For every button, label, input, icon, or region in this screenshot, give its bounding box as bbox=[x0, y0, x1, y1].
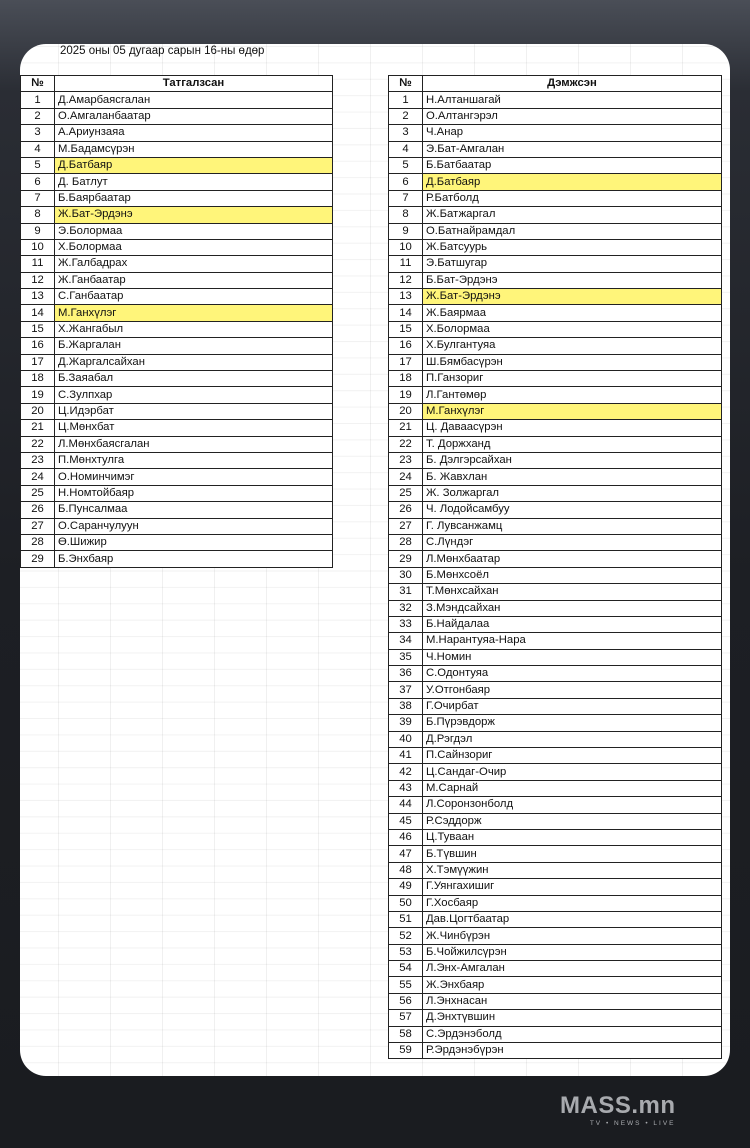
row-number-cell: 24 bbox=[21, 469, 55, 485]
member-name-cell: П.Мөнхтулга bbox=[55, 452, 333, 468]
row-number-cell: 29 bbox=[21, 551, 55, 567]
document-date: 2025 оны 05 дугаар сарын 16-ны өдөр bbox=[60, 45, 265, 57]
member-name-cell: У.Отгонбаяр bbox=[423, 682, 722, 698]
table-row bbox=[389, 633, 722, 649]
row-number-cell: 16 bbox=[21, 338, 55, 354]
member-name-cell: Х.Болормаа bbox=[423, 321, 722, 337]
table-row bbox=[389, 141, 722, 157]
member-name-cell: Д.Батбаяр bbox=[55, 157, 333, 173]
table-row bbox=[389, 879, 722, 895]
table-row bbox=[21, 239, 333, 255]
row-number-cell: 17 bbox=[21, 354, 55, 370]
table-row bbox=[389, 961, 722, 977]
member-name-cell: Б.Пүрэвдорж bbox=[423, 715, 722, 731]
row-number-cell: 2 bbox=[389, 108, 423, 124]
row-number-cell: 5 bbox=[21, 157, 55, 173]
rejected-table bbox=[20, 75, 333, 568]
table-row bbox=[389, 895, 722, 911]
table-row bbox=[21, 174, 333, 190]
table-row bbox=[389, 108, 722, 124]
table-row bbox=[389, 682, 722, 698]
table-row bbox=[389, 862, 722, 878]
member-name-cell: Б.Энхбаяр bbox=[55, 551, 333, 567]
row-number-cell: 19 bbox=[21, 387, 55, 403]
table-row bbox=[21, 207, 333, 223]
row-number-cell: 45 bbox=[389, 813, 423, 829]
member-name-cell: Ц.Туваан bbox=[423, 829, 722, 845]
table-row bbox=[389, 485, 722, 501]
member-name-cell: Д.Батбаяр bbox=[423, 174, 722, 190]
supported-table bbox=[388, 75, 722, 1059]
row-number-cell: 43 bbox=[389, 780, 423, 796]
member-name-cell: С.Лүндэг bbox=[423, 534, 722, 550]
member-name-cell: Р.Эрдэнэбүрэн bbox=[423, 1043, 722, 1059]
row-number-cell: 30 bbox=[389, 567, 423, 583]
row-number-cell: 53 bbox=[389, 944, 423, 960]
row-number-cell: 1 bbox=[21, 92, 55, 108]
member-name-cell: Г.Уянгахишиг bbox=[423, 879, 722, 895]
table-row bbox=[389, 797, 722, 813]
row-number-cell: 35 bbox=[389, 649, 423, 665]
row-number-cell: 28 bbox=[21, 534, 55, 550]
member-name-cell: Ж.Чинбүрэн bbox=[423, 928, 722, 944]
supported-column-header: Дэмжсэн bbox=[423, 76, 722, 92]
row-number-cell: 3 bbox=[21, 125, 55, 141]
row-number-cell: 22 bbox=[389, 436, 423, 452]
row-number-cell: 7 bbox=[389, 190, 423, 206]
member-name-cell: Ж.Баярмаа bbox=[423, 305, 722, 321]
row-number-cell: 13 bbox=[389, 289, 423, 305]
table-row bbox=[389, 698, 722, 714]
member-name-cell: Ц. Даваасүрэн bbox=[423, 420, 722, 436]
member-name-cell: Б.Жаргалан bbox=[55, 338, 333, 354]
table-row bbox=[389, 829, 722, 845]
table-row bbox=[389, 518, 722, 534]
row-number-cell: 37 bbox=[389, 682, 423, 698]
member-name-cell: П.Сайнзориг bbox=[423, 748, 722, 764]
table-row bbox=[21, 223, 333, 239]
table-row bbox=[389, 502, 722, 518]
row-number-cell: 11 bbox=[389, 256, 423, 272]
watermark-tagline: TV • NEWS • LIVE bbox=[589, 1120, 676, 1127]
row-number-cell: 20 bbox=[389, 403, 423, 419]
table-row bbox=[389, 469, 722, 485]
table-row bbox=[389, 928, 722, 944]
row-number-cell: 8 bbox=[21, 207, 55, 223]
row-number-cell: 18 bbox=[21, 371, 55, 387]
member-name-cell: Э.Болормаа bbox=[55, 223, 333, 239]
row-number-cell: 16 bbox=[389, 338, 423, 354]
table-row bbox=[21, 485, 333, 501]
member-name-cell: Л.Мөнхбаатар bbox=[423, 551, 722, 567]
member-name-cell: Ц.Сандаг-Очир bbox=[423, 764, 722, 780]
row-number-cell: 6 bbox=[389, 174, 423, 190]
row-number-cell: 51 bbox=[389, 911, 423, 927]
row-number-cell: 27 bbox=[389, 518, 423, 534]
member-name-cell: Дав.Цогтбаатар bbox=[423, 911, 722, 927]
member-name-cell: П.Ганзориг bbox=[423, 371, 722, 387]
member-name-cell: Т.Мөнхсайхан bbox=[423, 584, 722, 600]
table-row bbox=[21, 305, 333, 321]
table-row bbox=[389, 715, 722, 731]
table-row bbox=[21, 92, 333, 108]
table-row bbox=[21, 354, 333, 370]
member-name-cell: Н.Алтаншагай bbox=[423, 92, 722, 108]
table-row bbox=[389, 666, 722, 682]
member-name-cell: Б. Жавхлан bbox=[423, 469, 722, 485]
member-name-cell: С.Зулпхар bbox=[55, 387, 333, 403]
table-row bbox=[21, 190, 333, 206]
member-name-cell: М.Ганхүлэг bbox=[423, 403, 722, 419]
table-row bbox=[389, 174, 722, 190]
member-name-cell: Ч.Анар bbox=[423, 125, 722, 141]
table-row bbox=[21, 452, 333, 468]
table-row bbox=[21, 321, 333, 337]
member-name-cell: Д. Батлут bbox=[55, 174, 333, 190]
table-row bbox=[21, 403, 333, 419]
table-row bbox=[21, 518, 333, 534]
member-name-cell: Б.Пунсалмаа bbox=[55, 502, 333, 518]
member-name-cell: Г. Лувсанжамц bbox=[423, 518, 722, 534]
table-row bbox=[389, 272, 722, 288]
number-column-header: № bbox=[21, 76, 55, 92]
row-number-cell: 42 bbox=[389, 764, 423, 780]
row-number-cell: 4 bbox=[389, 141, 423, 157]
member-name-cell: Ж.Батжаргал bbox=[423, 207, 722, 223]
row-number-cell: 39 bbox=[389, 715, 423, 731]
member-name-cell: М.Нарантуяа-Нара bbox=[423, 633, 722, 649]
table-row bbox=[21, 256, 333, 272]
member-name-cell: О.Номинчимэг bbox=[55, 469, 333, 485]
member-name-cell: Г.Хосбаяр bbox=[423, 895, 722, 911]
member-name-cell: Ч.Номин bbox=[423, 649, 722, 665]
member-name-cell: Ж.Бат-Эрдэнэ bbox=[55, 207, 333, 223]
table-row bbox=[389, 157, 722, 173]
row-number-cell: 21 bbox=[389, 420, 423, 436]
member-name-cell: Р.Батболд bbox=[423, 190, 722, 206]
table-row bbox=[21, 289, 333, 305]
member-name-cell: Л.Гантөмөр bbox=[423, 387, 722, 403]
member-name-cell: Б.Найдалаа bbox=[423, 616, 722, 632]
table-row bbox=[389, 1010, 722, 1026]
member-name-cell: Д.Жаргалсайхан bbox=[55, 354, 333, 370]
row-number-cell: 5 bbox=[389, 157, 423, 173]
row-number-cell: 10 bbox=[389, 239, 423, 255]
row-number-cell: 58 bbox=[389, 1026, 423, 1042]
row-number-cell: 32 bbox=[389, 600, 423, 616]
row-number-cell: 6 bbox=[21, 174, 55, 190]
row-number-cell: 23 bbox=[389, 452, 423, 468]
row-number-cell: 33 bbox=[389, 616, 423, 632]
table-row bbox=[389, 338, 722, 354]
row-number-cell: 22 bbox=[21, 436, 55, 452]
table-row bbox=[21, 338, 333, 354]
row-number-cell: 9 bbox=[21, 223, 55, 239]
row-number-cell: 24 bbox=[389, 469, 423, 485]
member-name-cell: О.Амгаланбаатар bbox=[55, 108, 333, 124]
member-name-cell: Б.Бат-Эрдэнэ bbox=[423, 272, 722, 288]
member-name-cell: Б.Түвшин bbox=[423, 846, 722, 862]
member-name-cell: С.Ганбаатар bbox=[55, 289, 333, 305]
member-name-cell: Ж.Энхбаяр bbox=[423, 977, 722, 993]
member-name-cell: Ж.Батсуурь bbox=[423, 239, 722, 255]
row-number-cell: 49 bbox=[389, 879, 423, 895]
row-number-cell: 55 bbox=[389, 977, 423, 993]
rejected-table-body bbox=[21, 92, 333, 567]
row-number-cell: 11 bbox=[21, 256, 55, 272]
member-name-cell: О.Алтангэрэл bbox=[423, 108, 722, 124]
member-name-cell: Т. Доржханд bbox=[423, 436, 722, 452]
row-number-cell: 47 bbox=[389, 846, 423, 862]
row-number-cell: 54 bbox=[389, 961, 423, 977]
table-row bbox=[389, 420, 722, 436]
member-name-cell: Л.Энх-Амгалан bbox=[423, 961, 722, 977]
member-name-cell: Ж. Золжаргал bbox=[423, 485, 722, 501]
member-name-cell: Б.Баярбаатар bbox=[55, 190, 333, 206]
table-row bbox=[389, 649, 722, 665]
member-name-cell: Л.Энхнасан bbox=[423, 993, 722, 1009]
row-number-cell: 21 bbox=[21, 420, 55, 436]
table-row bbox=[389, 1026, 722, 1042]
table-row bbox=[389, 305, 722, 321]
table-row bbox=[21, 157, 333, 173]
member-name-cell: А.Ариунзаяа bbox=[55, 125, 333, 141]
member-name-cell: Э.Батшугар bbox=[423, 256, 722, 272]
row-number-cell: 46 bbox=[389, 829, 423, 845]
rejected-column-header: Татгалзсан bbox=[55, 76, 333, 92]
row-number-cell: 19 bbox=[389, 387, 423, 403]
row-number-cell: 4 bbox=[21, 141, 55, 157]
member-name-cell: С.Эрдэнэболд bbox=[423, 1026, 722, 1042]
table-row bbox=[21, 469, 333, 485]
member-name-cell: Ж.Ганбаатар bbox=[55, 272, 333, 288]
row-number-cell: 2 bbox=[21, 108, 55, 124]
table-row bbox=[389, 977, 722, 993]
member-name-cell: Ж.Бат-Эрдэнэ bbox=[423, 289, 722, 305]
row-number-cell: 44 bbox=[389, 797, 423, 813]
table-row bbox=[389, 452, 722, 468]
row-number-cell: 40 bbox=[389, 731, 423, 747]
row-number-cell: 41 bbox=[389, 748, 423, 764]
row-number-cell: 14 bbox=[389, 305, 423, 321]
table-header-row bbox=[389, 76, 722, 92]
supported-table-body bbox=[389, 92, 722, 1059]
member-name-cell: Б.Батбаатар bbox=[423, 157, 722, 173]
member-name-cell: Ч. Лодойсамбуу bbox=[423, 502, 722, 518]
mass-mn-watermark bbox=[560, 1094, 676, 1127]
table-row bbox=[389, 289, 722, 305]
table-row bbox=[389, 92, 722, 108]
member-name-cell: Г.Очирбат bbox=[423, 698, 722, 714]
member-name-cell: Х.Булгантуяа bbox=[423, 338, 722, 354]
table-row bbox=[21, 502, 333, 518]
watermark-logo-text: MASS.mn bbox=[560, 1092, 676, 1119]
table-row bbox=[389, 731, 722, 747]
member-name-cell: Р.Сэддорж bbox=[423, 813, 722, 829]
member-name-cell: Л.Мөнхбаясгалан bbox=[55, 436, 333, 452]
table-row bbox=[389, 223, 722, 239]
table-row bbox=[21, 125, 333, 141]
table-row bbox=[389, 534, 722, 550]
table-row bbox=[389, 239, 722, 255]
table-row bbox=[21, 420, 333, 436]
row-number-cell: 15 bbox=[389, 321, 423, 337]
table-row bbox=[389, 911, 722, 927]
member-name-cell: М.Сарнай bbox=[423, 780, 722, 796]
row-number-cell: 10 bbox=[21, 239, 55, 255]
row-number-cell: 7 bbox=[21, 190, 55, 206]
table-row bbox=[389, 371, 722, 387]
row-number-cell: 18 bbox=[389, 371, 423, 387]
member-name-cell: О.Батнайрамдал bbox=[423, 223, 722, 239]
row-number-cell: 17 bbox=[389, 354, 423, 370]
member-name-cell: С.Одонтуяа bbox=[423, 666, 722, 682]
table-row bbox=[389, 256, 722, 272]
member-name-cell: Ц.Идэрбат bbox=[55, 403, 333, 419]
table-row bbox=[389, 748, 722, 764]
row-number-cell: 25 bbox=[21, 485, 55, 501]
member-name-cell: Ө.Шижир bbox=[55, 534, 333, 550]
table-row bbox=[21, 108, 333, 124]
member-name-cell: З.Мэндсайхан bbox=[423, 600, 722, 616]
table-row bbox=[21, 371, 333, 387]
table-row bbox=[389, 354, 722, 370]
row-number-cell: 50 bbox=[389, 895, 423, 911]
table-row bbox=[389, 846, 722, 862]
row-number-cell: 31 bbox=[389, 584, 423, 600]
row-number-cell: 34 bbox=[389, 633, 423, 649]
table-row bbox=[389, 780, 722, 796]
row-number-cell: 9 bbox=[389, 223, 423, 239]
row-number-cell: 26 bbox=[21, 502, 55, 518]
table-row bbox=[389, 190, 722, 206]
member-name-cell: Х.Болормаа bbox=[55, 239, 333, 255]
table-row bbox=[21, 551, 333, 567]
row-number-cell: 3 bbox=[389, 125, 423, 141]
table-row bbox=[389, 567, 722, 583]
table-row bbox=[389, 551, 722, 567]
table-row bbox=[389, 993, 722, 1009]
member-name-cell: Б.Мөнхсоёл bbox=[423, 567, 722, 583]
table-row bbox=[21, 141, 333, 157]
number-column-header: № bbox=[389, 76, 423, 92]
table-row bbox=[389, 584, 722, 600]
row-number-cell: 28 bbox=[389, 534, 423, 550]
table-row bbox=[389, 600, 722, 616]
row-number-cell: 12 bbox=[389, 272, 423, 288]
member-name-cell: Ж.Галбадрах bbox=[55, 256, 333, 272]
table-header-row bbox=[21, 76, 333, 92]
member-name-cell: Д.Энхтүвшин bbox=[423, 1010, 722, 1026]
table-row bbox=[389, 813, 722, 829]
member-name-cell: Б.Заяабал bbox=[55, 371, 333, 387]
row-number-cell: 56 bbox=[389, 993, 423, 1009]
table-row bbox=[21, 534, 333, 550]
row-number-cell: 25 bbox=[389, 485, 423, 501]
table-row bbox=[389, 387, 722, 403]
member-name-cell: Д.Амарбаясгалан bbox=[55, 92, 333, 108]
row-number-cell: 48 bbox=[389, 862, 423, 878]
table-row bbox=[21, 387, 333, 403]
member-name-cell: Х.Тэмүүжин bbox=[423, 862, 722, 878]
row-number-cell: 12 bbox=[21, 272, 55, 288]
member-name-cell: О.Саранчулуун bbox=[55, 518, 333, 534]
table-row bbox=[389, 207, 722, 223]
member-name-cell: Ц.Мөнхбат bbox=[55, 420, 333, 436]
member-name-cell: Л.Соронзонболд bbox=[423, 797, 722, 813]
row-number-cell: 27 bbox=[21, 518, 55, 534]
row-number-cell: 23 bbox=[21, 452, 55, 468]
table-row bbox=[389, 1043, 722, 1059]
row-number-cell: 13 bbox=[21, 289, 55, 305]
member-name-cell: Э.Бат-Амгалан bbox=[423, 141, 722, 157]
member-name-cell: Б.Чойжилсүрэн bbox=[423, 944, 722, 960]
row-number-cell: 1 bbox=[389, 92, 423, 108]
row-number-cell: 20 bbox=[21, 403, 55, 419]
row-number-cell: 29 bbox=[389, 551, 423, 567]
member-name-cell: Н.Номтойбаяр bbox=[55, 485, 333, 501]
member-name-cell: Д.Рэгдэл bbox=[423, 731, 722, 747]
member-name-cell: М.Ганхүлэг bbox=[55, 305, 333, 321]
table-row bbox=[21, 272, 333, 288]
table-row bbox=[389, 764, 722, 780]
row-number-cell: 38 bbox=[389, 698, 423, 714]
row-number-cell: 59 bbox=[389, 1043, 423, 1059]
member-name-cell: Ш.Бямбасүрэн bbox=[423, 354, 722, 370]
table-row bbox=[389, 125, 722, 141]
member-name-cell: Б. Дэлгэрсайхан bbox=[423, 452, 722, 468]
member-name-cell: М.Бадамсүрэн bbox=[55, 141, 333, 157]
table-row bbox=[389, 403, 722, 419]
member-name-cell: Х.Жангабыл bbox=[55, 321, 333, 337]
table-row bbox=[389, 321, 722, 337]
row-number-cell: 8 bbox=[389, 207, 423, 223]
table-row bbox=[389, 436, 722, 452]
row-number-cell: 57 bbox=[389, 1010, 423, 1026]
table-row bbox=[389, 944, 722, 960]
document-sheet bbox=[20, 44, 730, 1076]
row-number-cell: 36 bbox=[389, 666, 423, 682]
row-number-cell: 14 bbox=[21, 305, 55, 321]
table-row bbox=[389, 616, 722, 632]
row-number-cell: 52 bbox=[389, 928, 423, 944]
row-number-cell: 15 bbox=[21, 321, 55, 337]
table-row bbox=[21, 436, 333, 452]
row-number-cell: 26 bbox=[389, 502, 423, 518]
